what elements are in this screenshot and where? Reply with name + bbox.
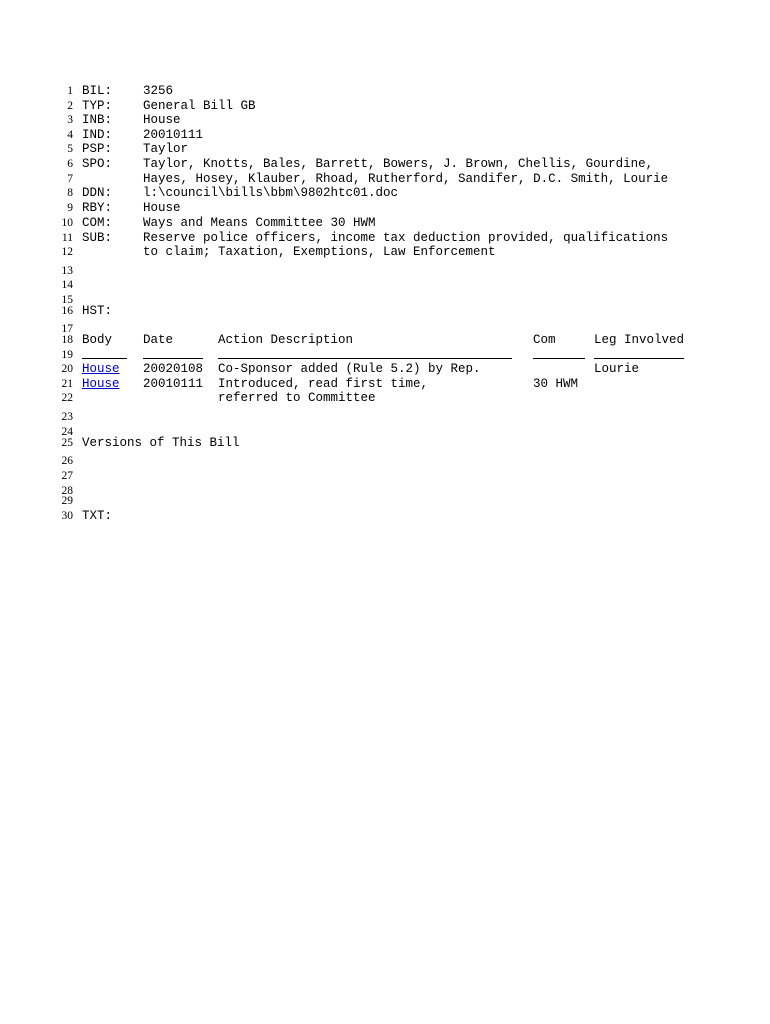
line-number: 18	[61, 334, 73, 346]
line-number: 23	[61, 411, 73, 423]
header-underline	[594, 358, 684, 359]
col-header-body: Body	[82, 333, 113, 347]
field-label-typ: TYP:	[82, 99, 113, 113]
col-header-date: Date	[143, 333, 174, 347]
field-value-bil: 3256	[143, 84, 174, 98]
field-label-com: COM:	[82, 216, 113, 230]
line-number: 4	[67, 129, 73, 141]
field-value-spo-line2: Hayes, Hosey, Klauber, Rhoad, Rutherford, Sandifer, D.C. Smith, Lourie	[143, 172, 669, 186]
field-label-ind: IND:	[82, 128, 113, 142]
header-underline	[218, 358, 512, 359]
row-date: 20010111	[143, 377, 204, 391]
line-number: 22	[61, 392, 73, 404]
body-link[interactable]: House	[82, 377, 120, 391]
header-underline	[82, 358, 127, 359]
line-number: 26	[61, 455, 73, 467]
field-label-inb: INB:	[82, 113, 113, 127]
line-number: 13	[61, 265, 73, 277]
field-value-psp: Taylor	[143, 142, 189, 156]
line-number: 17	[61, 323, 73, 335]
field-value-sub-line1: Reserve police officers, income tax deduction provided, qualifications	[143, 231, 669, 245]
col-header-leg: Leg Involved	[594, 333, 685, 347]
line-number: 5	[67, 143, 73, 155]
row-action: Introduced, read first time,	[218, 377, 429, 391]
field-label-ddn: DDN:	[82, 186, 113, 200]
field-value-ind: 20010111	[143, 128, 204, 142]
field-label-rby: RBY:	[82, 201, 113, 215]
header-underline	[143, 358, 203, 359]
row-action: Co-Sponsor added (Rule 5.2) by Rep.	[218, 362, 481, 376]
line-number: 11	[61, 232, 73, 244]
col-header-action: Action Description	[218, 333, 354, 347]
field-value-typ: General Bill GB	[143, 99, 256, 113]
line-number: 3	[67, 114, 73, 126]
field-label-sub: SUB:	[82, 231, 113, 245]
line-number: 30	[61, 510, 73, 522]
row-action-continued: referred to Committee	[218, 391, 376, 405]
col-header-com: Com	[533, 333, 556, 347]
field-value-com: Ways and Means Committee 30 HWM	[143, 216, 376, 230]
line-number: 15	[61, 294, 73, 306]
line-number: 24	[61, 426, 73, 438]
line-number: 21	[61, 378, 73, 390]
line-number: 6	[67, 158, 73, 170]
line-number: 28	[61, 485, 73, 497]
line-number: 29	[61, 495, 73, 507]
line-number: 10	[61, 217, 73, 229]
txt-label: TXT:	[82, 509, 113, 523]
line-number: 20	[61, 363, 73, 375]
line-number: 9	[67, 202, 73, 214]
line-number: 27	[61, 470, 73, 482]
line-number: 16	[61, 305, 73, 317]
line-number: 1	[67, 85, 73, 97]
line-number: 19	[61, 349, 73, 361]
line-number: 8	[67, 187, 73, 199]
row-com: 30 HWM	[533, 377, 579, 391]
hst-label: HST:	[82, 304, 113, 318]
field-value-spo-line1: Taylor, Knotts, Bales, Barrett, Bowers, J. Brown, Chellis, Gourdine,	[143, 157, 654, 171]
field-value-ddn: l:\council\bills\bbm\9802htc01.doc	[143, 186, 399, 200]
line-number: 14	[61, 279, 73, 291]
line-number: 7	[67, 173, 73, 185]
row-leg: Lourie	[594, 362, 640, 376]
row-date: 20020108	[143, 362, 204, 376]
field-value-sub-line2: to claim; Taxation, Exemptions, Law Enforcement	[143, 245, 496, 259]
field-value-rby: House	[143, 201, 181, 215]
line-number: 25	[61, 437, 73, 449]
header-underline	[533, 358, 585, 359]
line-number: 12	[61, 246, 73, 258]
field-value-inb: House	[143, 113, 181, 127]
field-label-spo: SPO:	[82, 157, 113, 171]
body-link[interactable]: House	[82, 362, 120, 376]
field-label-psp: PSP:	[82, 142, 113, 156]
field-label-bil: BIL:	[82, 84, 113, 98]
versions-heading: Versions of This Bill	[82, 436, 240, 450]
line-number: 2	[67, 100, 73, 112]
